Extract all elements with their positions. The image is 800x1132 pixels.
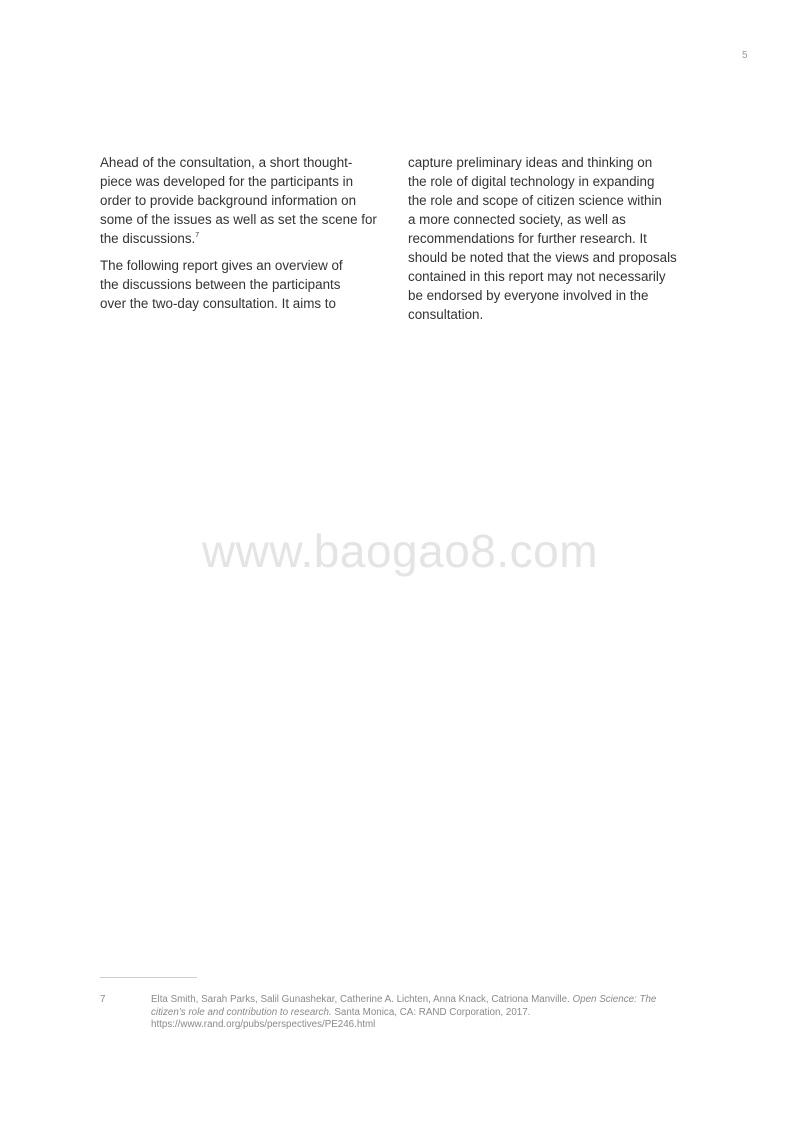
text-line-last: the discussions. bbox=[100, 231, 196, 246]
text-line: the discussions between the participants bbox=[100, 277, 341, 292]
text-line: contained in this report may not necessarily bbox=[408, 269, 666, 284]
footnote-title: Open Science: The bbox=[572, 994, 657, 1005]
text-line: The following report gives an overview of bbox=[100, 258, 343, 273]
footnote-reference: 7 bbox=[195, 232, 200, 239]
text-line: a more connected society, as well as bbox=[408, 212, 626, 227]
paragraph-continuation bbox=[408, 153, 700, 324]
footnote-line bbox=[151, 994, 681, 1007]
text-line: be endorsed by everyone involved in the bbox=[408, 288, 649, 303]
footnote-divider bbox=[100, 977, 197, 978]
paragraph-intro bbox=[100, 153, 392, 248]
text-line: capture preliminary ideas and thinking on bbox=[408, 155, 653, 170]
page-number: 5 bbox=[742, 50, 748, 61]
left-column bbox=[100, 153, 392, 321]
paragraph-overview bbox=[100, 256, 392, 313]
text-line: recommendations for further research. It bbox=[408, 231, 647, 246]
text-line: order to provide background information on bbox=[100, 193, 357, 208]
footnote-text bbox=[151, 994, 681, 1032]
text-line: consultation. bbox=[408, 307, 484, 322]
text-line: the role of digital technology in expanding bbox=[408, 174, 655, 189]
text-line: Ahead of the consultation, a short thought- bbox=[100, 155, 353, 170]
watermark: www.baogao8.com bbox=[201, 525, 599, 577]
right-column bbox=[408, 153, 700, 332]
footnote-title: citizen’s role and contribution to research. bbox=[151, 1006, 332, 1018]
text-line: should be noted that the views and proposals bbox=[408, 250, 677, 265]
text-line: over the two-day consultation. It aims to bbox=[100, 296, 336, 311]
footnote-publisher: Santa Monica, CA: RAND Corporation, 2017. bbox=[334, 1006, 531, 1018]
footnote-number: 7 bbox=[100, 994, 106, 1005]
text-line bbox=[100, 229, 392, 248]
footnote-line bbox=[151, 1007, 681, 1020]
text-line: some of the issues as well as set the scene for bbox=[100, 212, 377, 227]
text-line: piece was developed for the participants in bbox=[100, 174, 354, 189]
text-line: the role and scope of citizen science within bbox=[408, 193, 662, 208]
footnote-url[interactable]: https://www.rand.org/pubs/perspectives/PE246.html bbox=[151, 1019, 376, 1031]
footnote-authors: Elta Smith, Sarah Parks, Salil Gunashekar, Catherine A. Lichten, Anna Knack, Catriona Manville. bbox=[151, 994, 570, 1005]
